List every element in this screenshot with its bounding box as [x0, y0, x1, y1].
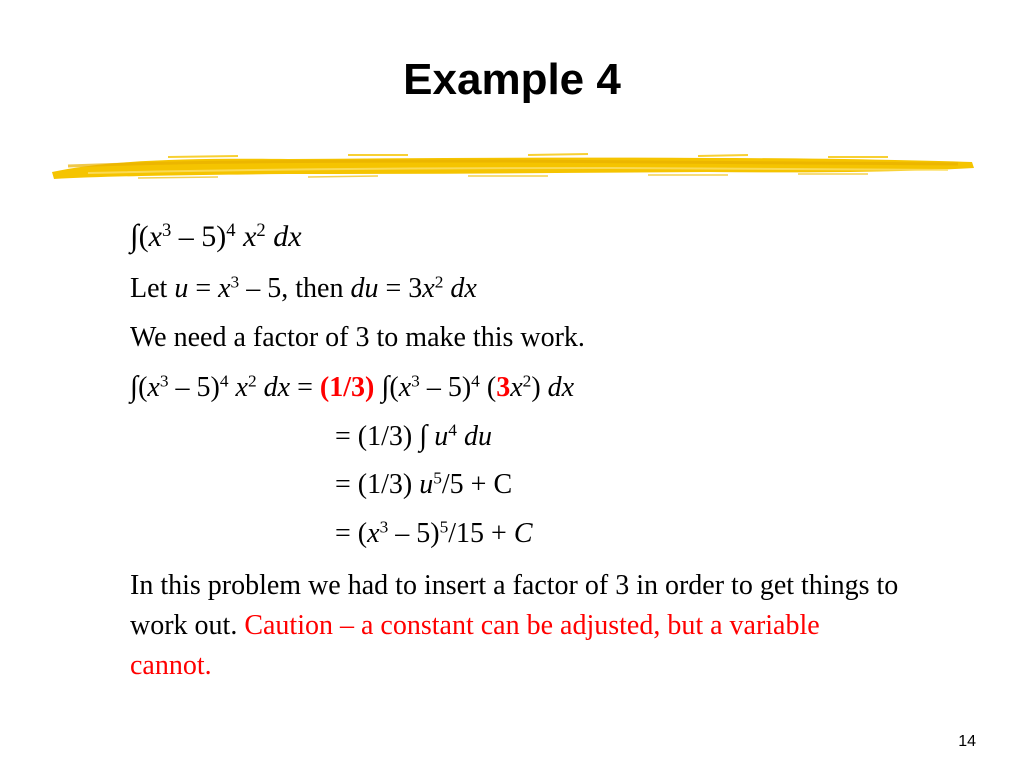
caution-text: Caution – a constant can be adjusted, but a variable cannot.	[130, 610, 820, 681]
highlighted-three: 3	[496, 372, 511, 403]
integral-symbol: ∫	[419, 420, 428, 452]
highlighted-factor: (1/3)	[319, 372, 375, 403]
step-final-answer: = $(x^3 - 5)^5/15 + C$	[335, 517, 533, 549]
factor-note: We need a factor of 3 to make this work.	[130, 322, 585, 353]
rewritten-integral: $\int(x^3 - 5)^4$ $x^2$ dx = (1/3) $\int(x^3 - 5)^4$ $(3x^2)$ dx	[130, 371, 575, 403]
step-u-integral: = (1/3) ∫ $u^4$ du	[335, 420, 492, 452]
summary-text: In this problem we had to insert a factor of 3 in order to get things to work out.	[130, 570, 899, 641]
page-number: 14	[958, 733, 976, 750]
slide-title: Example 4	[403, 55, 621, 104]
summary-paragraph	[130, 566, 900, 686]
yellow-brush-stroke-divider	[48, 146, 976, 186]
step-antiderivative: = (1/3) $u^5/5 + C$	[335, 468, 513, 500]
substitution-line: Let $u = x^3 - 5$, then du = $3x^2$ dx	[130, 272, 477, 304]
integral-symbol: ∫	[381, 371, 390, 403]
integral-expression: $\int(x^3 - 5)^4$ $x^2$ dx	[130, 218, 302, 253]
integral-symbol: ∫	[130, 371, 139, 403]
integral-symbol: ∫	[130, 218, 139, 253]
